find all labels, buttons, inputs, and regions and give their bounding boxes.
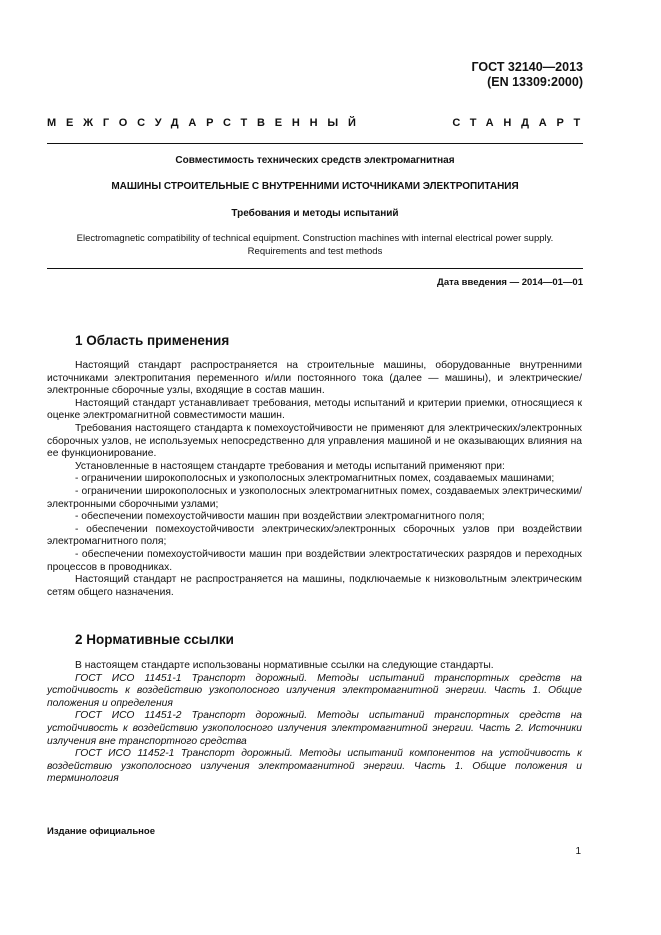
banner-word-interstate: МЕЖГОСУДАРСТВЕННЫЙ xyxy=(47,117,366,129)
reference-item: ГОСТ ИСО 11451-2 Транспорт дорожный. Методы испытаний транспортных средств на устойчивость к воздействию узкополосного излучения электромагнитной энергии. Часть 2. Источники излучения вне транспортного средства xyxy=(47,710,582,747)
section-2-heading: 2 Нормативные ссылки xyxy=(75,632,234,647)
paragraph: Настоящий стандарт устанавливает требования, методы испытаний и критерии приемки, относящиеся к оценке электромагнитной совместимости машин. xyxy=(47,397,582,422)
introduction-date: Дата введения — 2014—01—01 xyxy=(437,277,583,288)
list-item: - ограничении широкополосных и узкополосных электромагнитных помех, создаваемых машинами; xyxy=(75,473,555,485)
official-edition-note: Издание официальное xyxy=(47,826,155,837)
title-line-1: Совместимость технических средств электромагнитная xyxy=(175,155,455,166)
reference-item: ГОСТ ИСО 11451-1 Транспорт дорожный. Методы испытаний транспортных средств на устойчивость к воздействию узкополосного излучения электромагнитной энергии. Часть 1. Общие положения и определения xyxy=(47,672,582,709)
banner-divider xyxy=(47,143,583,144)
reference-item: ГОСТ ИСО 11452-1 Транспорт дорожный. Методы испытаний компонентов на устойчивость к воздействию узкополосного излучения электромагнитной энергии. Часть 1. Общие положения и терминология xyxy=(47,748,582,785)
paragraph: Требования настоящего стандарта к помехоустойчивости не применяют для электрических/электронных сборочных узлов, не используемых непосредственно для управления машиной и не оказывающих влияния на ее функционирование. xyxy=(47,422,582,460)
standard-number: ГОСТ 32140—2013 xyxy=(471,60,583,74)
page-number: 1 xyxy=(575,846,581,857)
paragraph: Настоящий стандарт не распространяется на машины, подключаемые к низковольтным электрическим сетям общего назначения. xyxy=(47,574,582,598)
english-title-line-2: Requirements and test methods xyxy=(247,246,383,257)
english-title xyxy=(47,232,583,258)
paragraph: Установленные в настоящем стандарте требования и методы испытаний применяют при: xyxy=(75,460,505,472)
list-item: - ограничении широкополосных и узкополосных электромагнитных помех, создаваемых электрическими/электронными сборочными узлами; xyxy=(47,485,582,510)
section-1-heading: 1 Область применения xyxy=(75,333,230,348)
title-subtitle: Требования и методы испытаний xyxy=(231,208,399,219)
title-main: МАШИНЫ СТРОИТЕЛЬНЫЕ С ВНУТРЕННИМИ ИСТОЧНИКАМИ ЭЛЕКТРОПИТАНИЯ xyxy=(111,181,519,192)
list-item: - обеспечении помехоустойчивости машин при воздействии электромагнитного поля; xyxy=(75,511,485,523)
standard-reference: (EN 13309:2000) xyxy=(487,75,583,89)
list-item: - обеспечении помехоустойчивости электрических/электронных сборочных узлов при воздействии электромагнитного поля; xyxy=(47,523,582,548)
list-item: - обеспечении помехоустойчивости машин при воздействии электростатических разрядов и переходных процессов в проводниках. xyxy=(47,548,582,573)
banner-word-standard: СТАНДАРТ xyxy=(452,117,590,129)
english-title-line-1: Electromagnetic compatibility of technical equipment. Construction machines with internal electrical power supply. xyxy=(76,233,554,244)
title-divider xyxy=(47,268,583,269)
section-2-body xyxy=(47,660,582,786)
section-1-body xyxy=(47,360,582,599)
standard-number-block xyxy=(471,60,583,90)
paragraph: В настоящем стандарте использованы нормативные ссылки на следующие стандарты. xyxy=(75,660,494,671)
paragraph: Настоящий стандарт распространяется на строительные машины, оборудованные внутренними источниками электропитания переменного и/или постоянного тока (далее — машины), и электрические/электронные сборочные узлы, входящие в состав машин. xyxy=(47,360,582,397)
